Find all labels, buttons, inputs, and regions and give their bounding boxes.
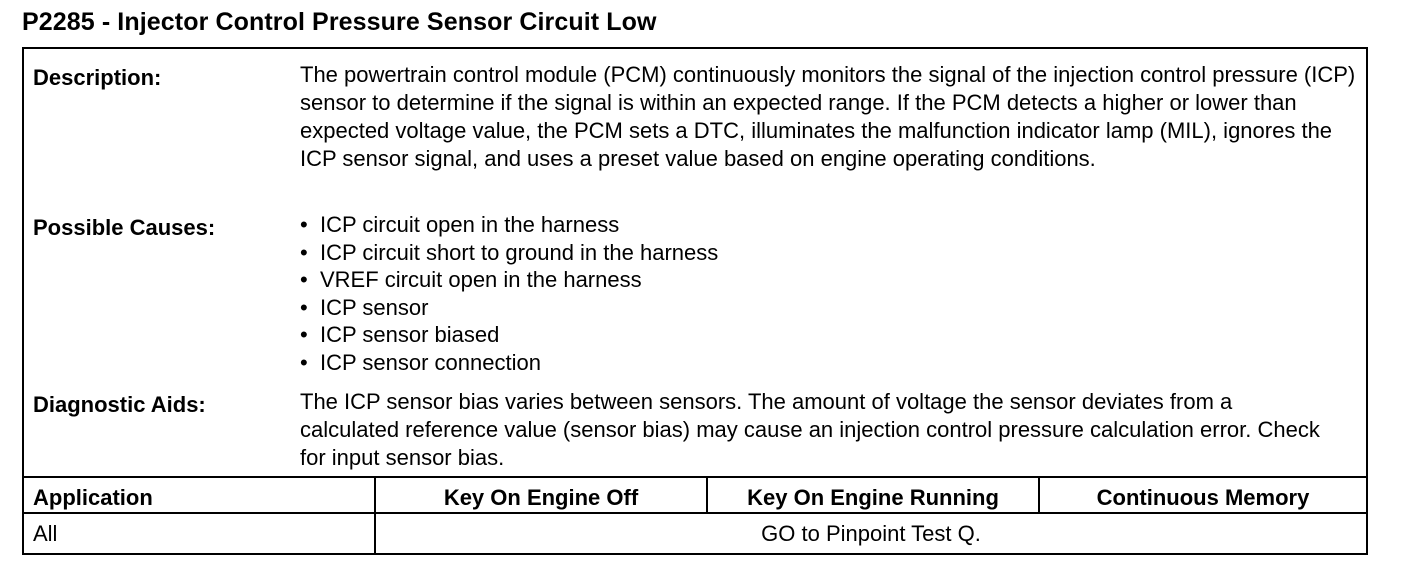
table-header-continuous-memory: Continuous Memory: [1096, 485, 1310, 510]
table-header-koeo: Key On Engine Off: [443, 485, 639, 510]
diagnostic-aids-text: The ICP sensor bias varies between sensors. The amount of voltage the sensor deviates from a calculated reference value (sensor bias) may cause an injection control pressure calculation error. Check for input sensor bias.: [300, 389, 1320, 470]
description-text: The powertrain control module (PCM) continuously monitors the signal of the injection control pressure (ICP) sensor to determine if the signal is within an expected range. If the PCM detects a higher or lower than expected voltage value, the PCM sets a DTC, illuminates the malfunction indicator lamp (MIL), ignores the ICP sensor signal, and uses a preset value based on engine operating conditions.: [300, 62, 1356, 171]
list-item: • ICP sensor connection: [300, 349, 718, 377]
page-title: P2285 - Injector Control Pressure Sensor Circuit Low: [22, 8, 657, 36]
table-cell-action: GO to Pinpoint Test Q.: [761, 521, 981, 546]
list-item: • ICP sensor: [300, 294, 718, 322]
possible-causes-list: [300, 211, 718, 376]
table-header-koer: Key On Engine Running: [747, 485, 999, 510]
possible-causes-label: Possible Causes:: [33, 215, 216, 240]
table-cell-application: All: [33, 521, 58, 546]
description-label: Description:: [33, 65, 162, 90]
list-item: • ICP circuit short to ground in the harness: [300, 239, 718, 267]
diagnostic-aids-label: Diagnostic Aids:: [33, 392, 206, 417]
list-item: • ICP sensor biased: [300, 321, 718, 349]
dtc-info-box: [22, 47, 1368, 555]
table-top-divider: [24, 476, 1366, 478]
list-item: • ICP circuit open in the harness: [300, 211, 718, 239]
table-header-application: Application: [33, 485, 153, 510]
list-item: • VREF circuit open in the harness: [300, 266, 718, 294]
